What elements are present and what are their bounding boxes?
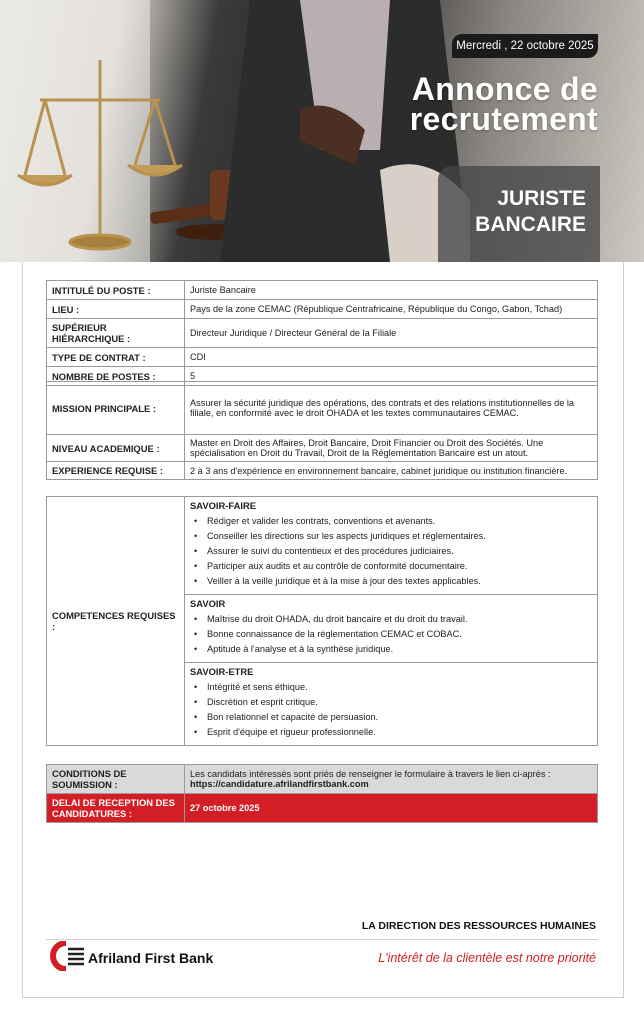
conditions-label: CONDITIONS DE SOUMISSION : [47,765,185,794]
list-item: • Assurer le suivi du contentieux et des procédures judiciaires. [203,544,592,559]
list-item: • Conseiller les directions sur les aspects juridiques et réglementaires. [203,529,592,544]
list-item: • Maîtrise du droit OHADA, du droit bancaire et du droit du travail. [203,612,592,627]
footer-divider [46,939,598,940]
row-value: Directeur Juridique / Directeur Général de la Filiale [185,319,598,348]
table-row [47,348,598,367]
bullet-list [190,680,592,740]
savoir-section [185,595,597,663]
niveau-label: NIVEAU ACADEMIQUE : [47,435,185,462]
experience-value: 2 à 3 ans d'expérience en environnement bancaire, cabinet juridique ou institution financière. [185,462,598,480]
section-title: SAVOIR [190,598,226,609]
list-item: • Aptitude à l'analyse et à la synthèse juridique. [203,642,592,657]
job-info-table [46,280,598,386]
hr-direction: LA DIRECTION DES RESSOURCES HUMAINES [361,920,596,932]
niveau-value: Master en Droit des Affaires, Droit Bancaire, Droit Financier ou Droit des Sociétés. Une spécialisation en Droit du Travail, Droit de la Réglementation Bancaire est un atout. [185,435,598,462]
job-title-line-2: BANCAIRE [475,213,586,236]
list-item: • Rédiger et valider les contrats, conventions et avenants. [203,514,592,529]
row-value: Pays de la zone CEMAC (République Centrafricaine, République du Congo, Gabon, Tchad) [185,300,598,319]
list-item: • Esprit d'équipe et rigueur professionnelle. [203,725,592,740]
niveau-row [47,435,598,462]
page-title [409,71,598,137]
competences-label: COMPETENCES REQUISES : [47,497,185,746]
slogan: L'intérêt de la clientèle est notre priorité [378,951,596,965]
bullet-list [190,514,592,589]
list-item: • Bonne connaissance de la réglementation CEMAC et COBAC. [203,627,592,642]
conditions-value [185,765,598,794]
requirements-table [46,381,598,480]
mission-row [47,382,598,435]
row-label: INTITULÉ DU POSTE : [47,281,185,300]
experience-row [47,462,598,480]
row-value: CDI [185,348,598,367]
table-row [47,281,598,300]
title-line-1: Annonce de [411,71,598,107]
savoir-etre-section [185,663,597,745]
date-badge: Mercredi , 22 octobre 2025 [452,34,598,58]
title-line-2: recrutement [409,101,598,137]
deadline-value: 27 octobre 2025 [185,794,598,823]
bank-name: Afriland First Bank [88,950,214,966]
row-value: Juriste Bancaire [185,281,598,300]
section-title: SAVOIR-FAIRE [190,500,256,511]
application-link[interactable]: https://candidature.afrilandfirstbank.com [190,779,369,789]
savoir-faire-section [185,497,597,595]
list-item: • Participer aux audits et au contrôle de conformité documentaire. [203,559,592,574]
job-title [475,186,586,238]
mission-value: Assurer la sécurité juridique des opérations, des contrats et des relations institutionnelles de la filiale, en conformité avec le droit OHADA et les textes communautaires CEMAC. [185,382,598,435]
submission-table [46,764,598,823]
deadline-row [47,794,598,823]
list-item: • Veiller à la veille juridique et à la mise à jour des textes applicables. [203,574,592,589]
row-label: LIEU : [47,300,185,319]
job-title-line-1: JURISTE [497,187,586,210]
table-row [47,300,598,319]
competences-sections [185,497,598,746]
conditions-row [47,765,598,794]
section-title: SAVOIR-ETRE [190,666,254,677]
row-label: NOMBRE DE POSTES : [47,367,185,386]
row-label: SUPÉRIEUR HIÉRARCHIQUE : [47,319,185,348]
competences-table [46,496,598,746]
list-item: • Intégrité et sens éthique. [203,680,592,695]
experience-label: EXPERIENCE REQUISE : [47,462,185,480]
deadline-label: DELAI DE RECEPTION DES CANDIDATURES : [47,794,185,823]
afriland-logo-icon [46,941,86,971]
bullet-list [190,612,592,657]
table-row [47,319,598,348]
competences-row [47,497,598,746]
mission-label: MISSION PRINCIPALE : [47,382,185,435]
row-label: TYPE DE CONTRAT : [47,348,185,367]
conditions-text: Les candidats intéressés sont priés de renseigner le formulaire à travers le lien ci-après : [190,769,551,779]
list-item: • Bon relationnel et capacité de persuasion. [203,710,592,725]
list-item: • Discrétion et esprit critique. [203,695,592,710]
row-value: 5 [185,367,598,386]
